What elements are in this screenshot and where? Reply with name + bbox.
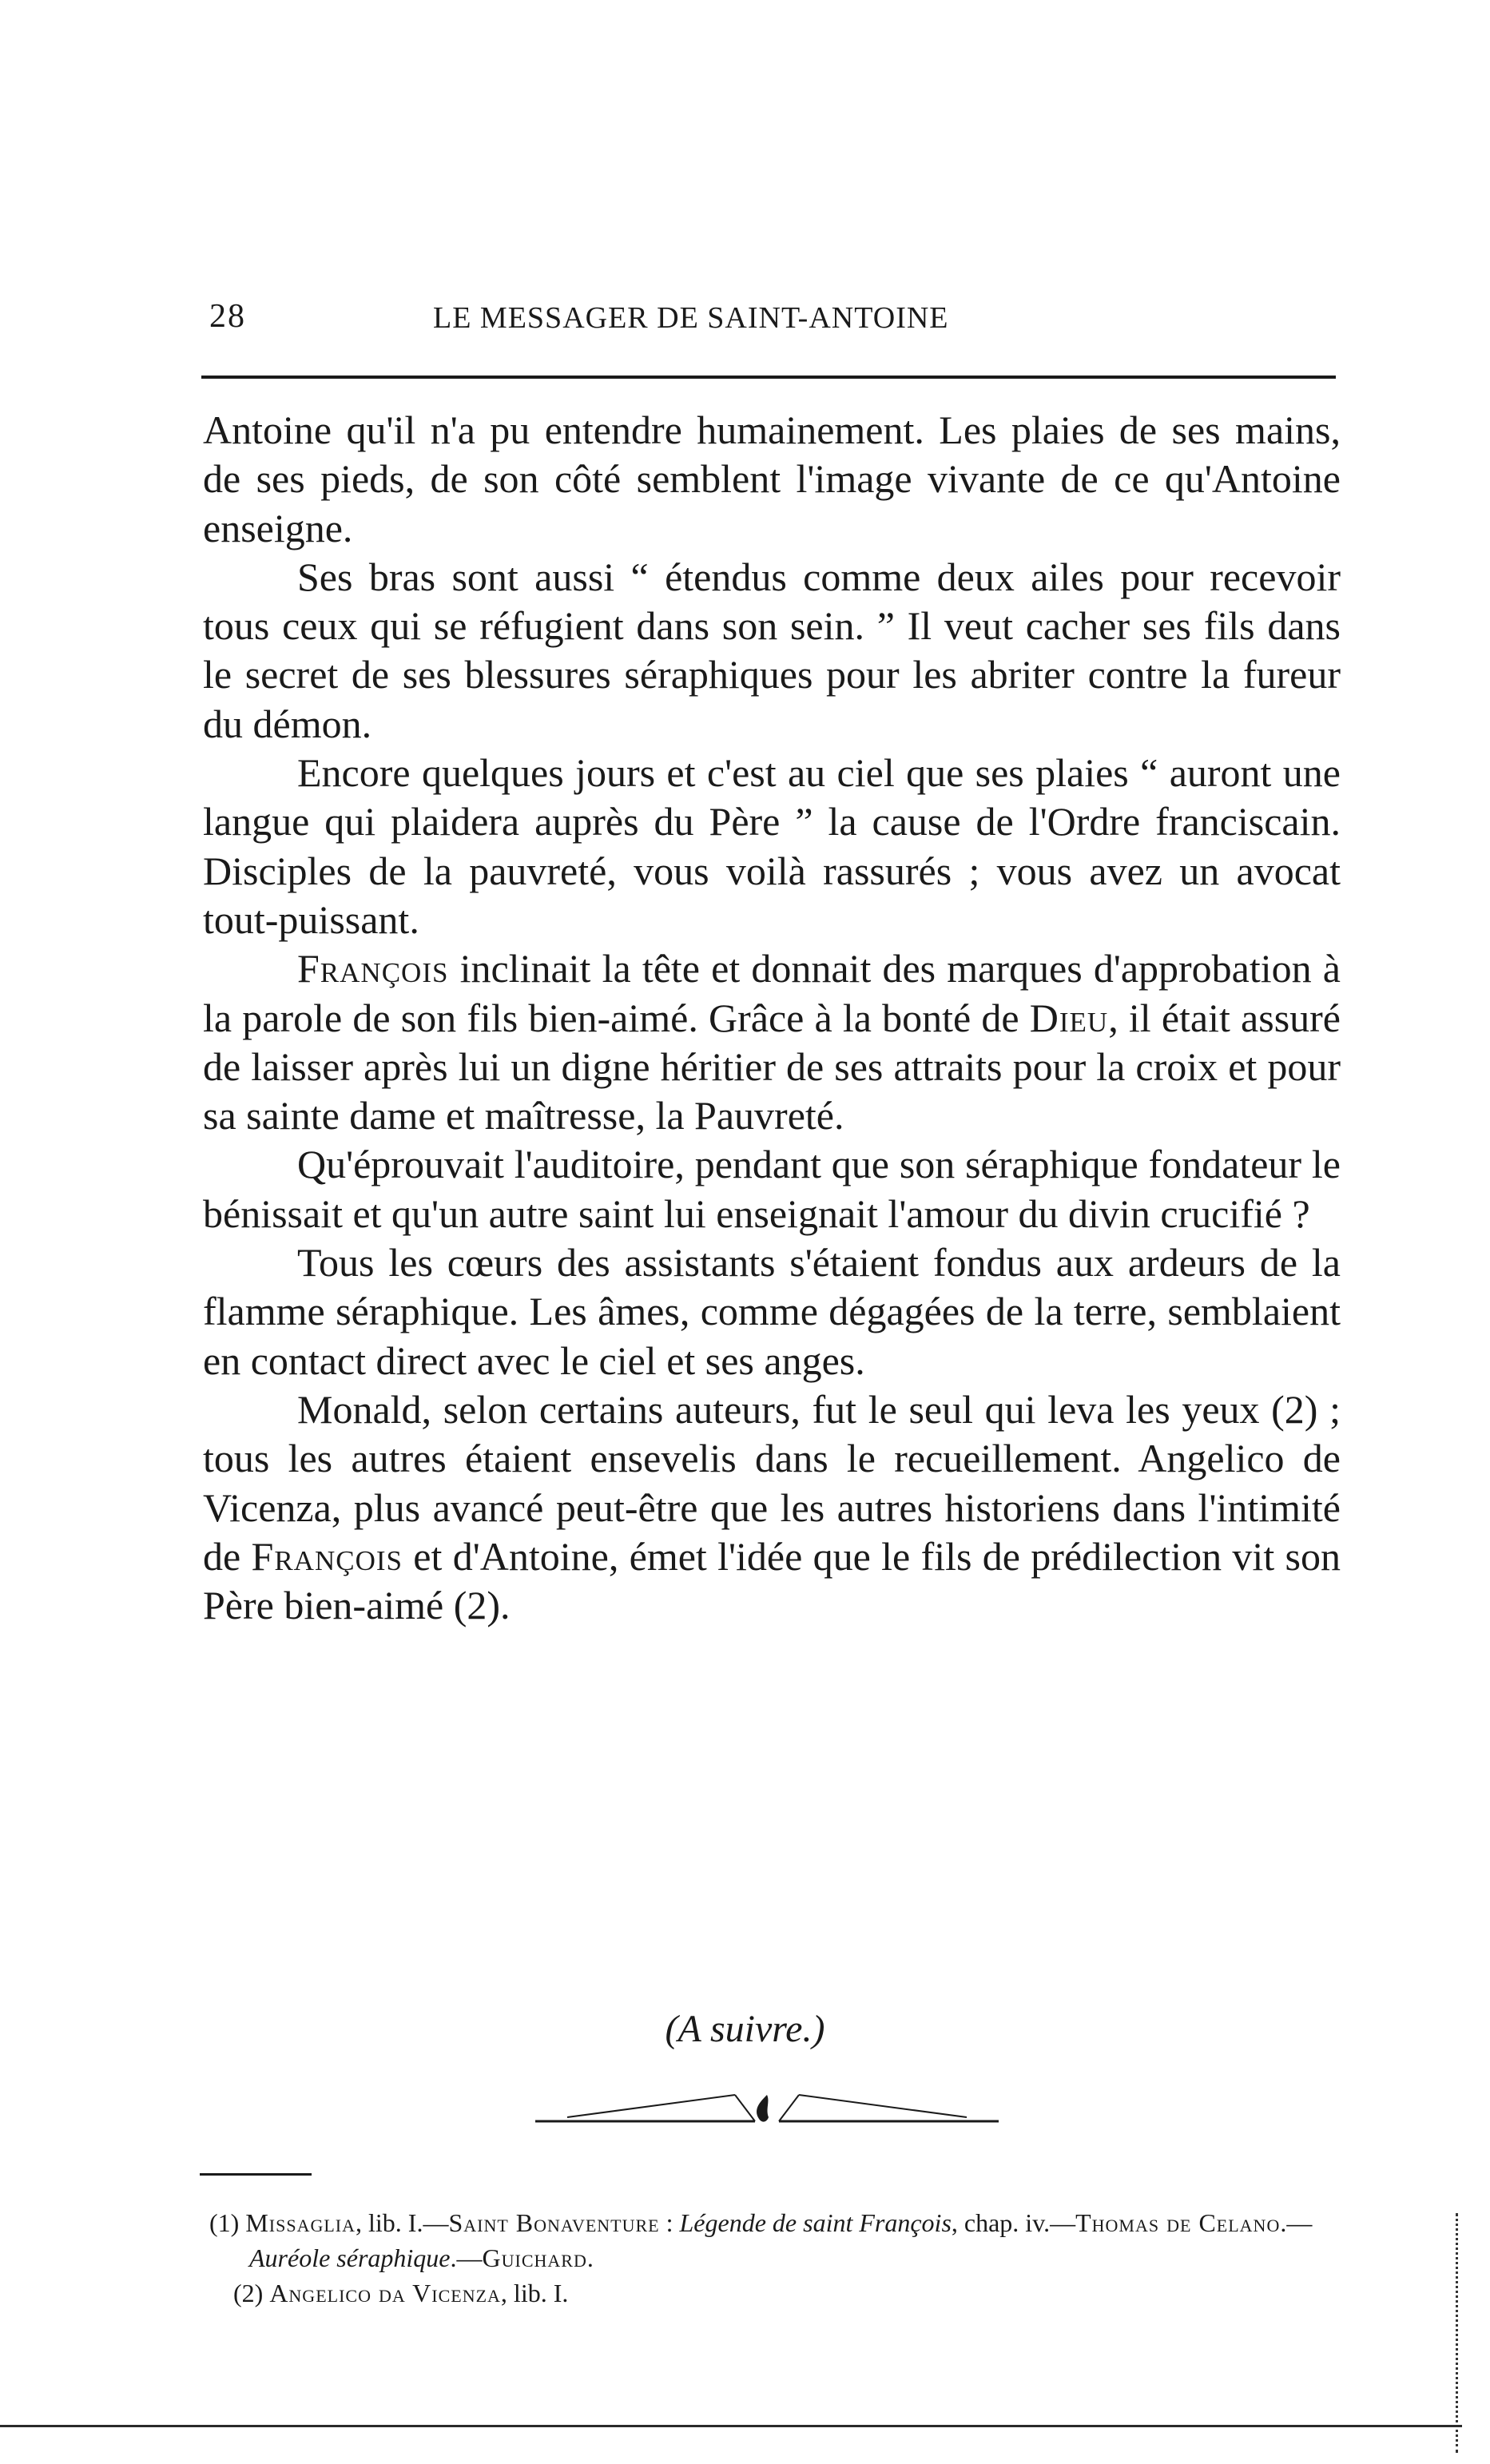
paragraph-2: Ses bras sont aussi “ étendus comme deux ailes pour recevoir tous ceux qui se réfugient dans son sein. ” Il veut cacher ses fils dans le secret de ses blessures séraphiques pour les abriter contre la fureur du démon.: [203, 554, 1341, 746]
fn1-author-celano: Thomas de Celano: [1075, 2208, 1281, 2237]
fn2-author-angelico: Angelico da Vicenza: [269, 2279, 501, 2307]
header-rule: [201, 376, 1336, 379]
fn1-title-legende: Légende de saint François: [679, 2208, 952, 2237]
page-header: [209, 297, 1344, 345]
paragraph-7-text-a: Monald, selon certains auteurs, fut le seul qui leva les yeux (2) ; tous les autres étaient ensevelis dans le recueillement. Angelico de Vicenza, plus avancé peut-être que les autres historiens dans l'intimité de: [203, 1386, 1341, 1579]
running-title: LE MESSAGER DE SAINT-ANTOINE: [433, 301, 949, 335]
fn1-sep-6: .: [586, 2243, 594, 2272]
footnote-2-marker: (2): [233, 2279, 270, 2307]
paragraph-1: Antoine qu'il n'a pu entendre humainement. Les plaies de ses mains, de ses pieds, de son côté semblent l'image vivante de ce qu'Antoine enseigne.: [203, 407, 1341, 550]
fn1-sep-4: .—: [1280, 2208, 1313, 2237]
paragraph-3: Encore quelques jours et c'est au ciel que ses plaies “ auront une langue qui plaidera auprès du Père ” la cause de l'Ordre franciscain. Disciples de la pauvreté, vous voilà rassurés ; vous avez un avocat tout-puissant.: [203, 750, 1341, 942]
paragraph-7-text-b: et d'Antoine, émet l'idée que le fils de prédilection vit son Père bien-aimé (2).: [203, 1533, 1341, 1628]
fn1-sep-5: .—: [450, 2243, 483, 2272]
fn1-author-guichard: Guichard: [482, 2243, 587, 2272]
body-text: [203, 406, 1341, 1630]
name-dieu: Dieu: [1029, 995, 1109, 1040]
fn1-sep-2: :: [659, 2208, 680, 2237]
footnote-1: [209, 2205, 1336, 2275]
paragraph-4-text-b: , il était assuré de laisser après lui un digne héritier de ses attraits pour la croix et pour sa sainte dame et maîtresse, la Pauvreté.: [203, 995, 1341, 1139]
paragraph-6: Tous les cœurs des assistants s'étaient fondus aux ardeurs de la flamme séraphique. Les âmes, comme dégagées de la terre, semblaient en contact direct avec le ciel et ses anges.: [203, 1240, 1341, 1383]
to-be-continued: (A suivre.): [665, 2008, 825, 2050]
paragraph-5: Qu'éprouvait l'auditoire, pendant que son séraphique fondateur le bénissait et qu'un autre saint lui enseignait l'amour du divin crucifié ?: [203, 1142, 1341, 1236]
fn1-title-aureole: Auréole séraphique: [249, 2243, 451, 2272]
footnote-1-marker: (1): [209, 2208, 246, 2237]
bottom-edge-rule: [0, 2425, 1462, 2427]
ornament-divider-icon: [527, 2077, 1007, 2141]
footnote-2: [209, 2275, 1336, 2311]
fn1-sep-3: , chap. iv.—: [951, 2208, 1076, 2237]
margin-scan-artifact: [1448, 2213, 1458, 2453]
footnote-rule: [200, 2173, 312, 2176]
paragraph-7: [203, 1385, 1341, 1630]
fn2-sep-1: , lib. I.: [500, 2279, 569, 2307]
name-francois: François: [297, 946, 449, 992]
paragraph-4-text-a: inclinait la tête et donnait des marques d'approbation à la parole de son fils bien-aimé. Grâce à la bonté de: [203, 946, 1341, 1040]
page-number: 28: [209, 298, 246, 335]
paragraph-4: [203, 944, 1341, 1140]
fn1-sep-1: , lib. I.—: [356, 2208, 449, 2237]
name-francois-2: François: [251, 1533, 403, 1579]
footnotes: [209, 2205, 1336, 2311]
fn1-author-bonaventure: Saint Bonaventure: [448, 2208, 660, 2237]
fn1-author-missaglia: Missaglia: [245, 2208, 356, 2237]
